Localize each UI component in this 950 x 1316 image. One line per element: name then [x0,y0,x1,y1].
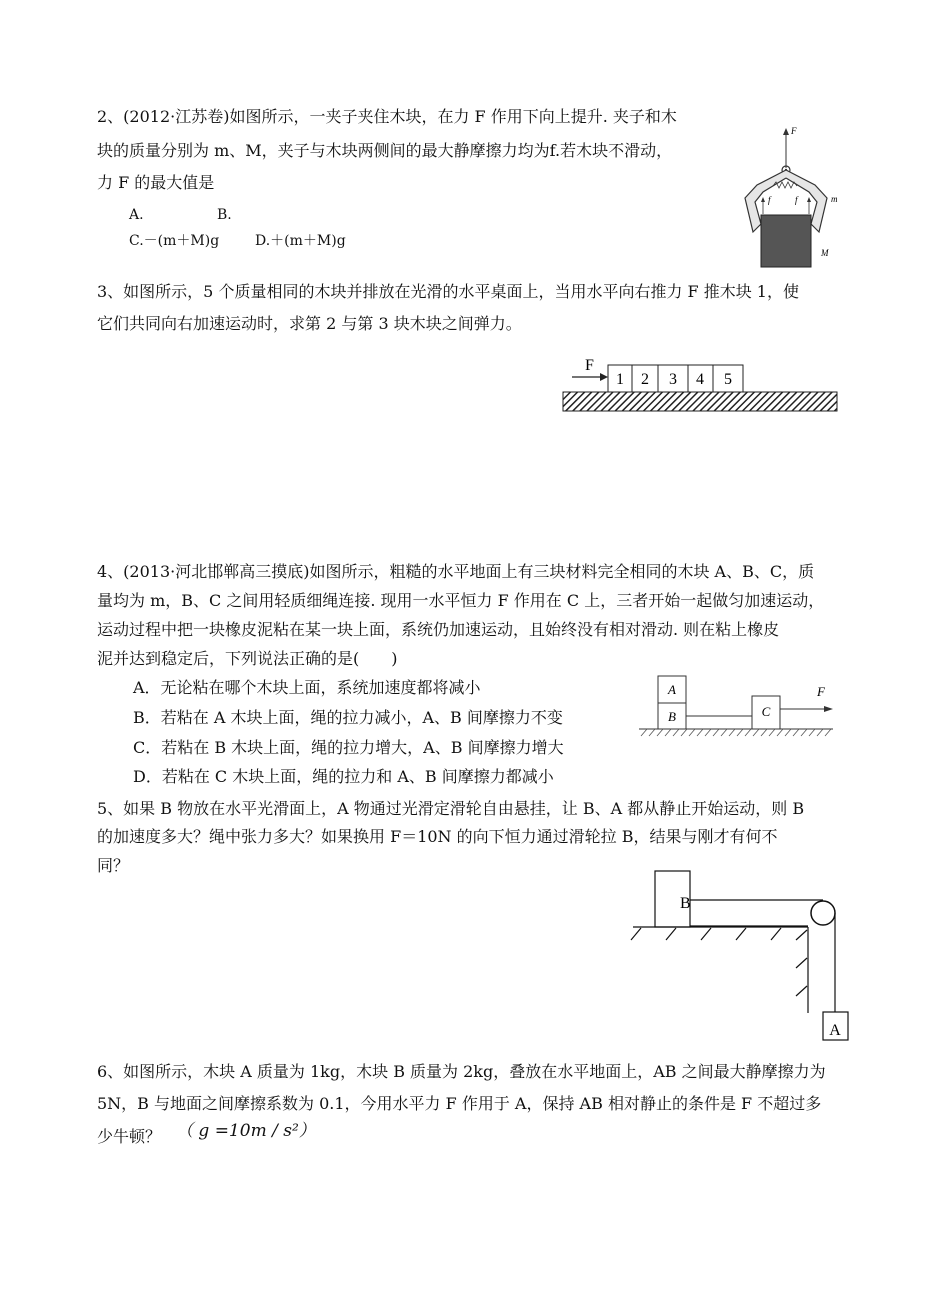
q2-clamp-figure [735,120,845,272]
q2-fig-m-label: m [831,194,838,204]
q4-option-b: B．若粘在 A 木块上面，绳的拉力减小，A、B 间摩擦力不变 [133,708,563,727]
q2-line3: 力 F 的最大值是 [97,173,215,192]
q4-line4: 泥并达到稳定后，下列说法正确的是( ) [97,649,398,668]
q5-pulley-figure [628,868,853,1046]
q4-fig-B-label: B [668,709,676,724]
q3-block-1: 1 [616,371,624,388]
q6-line2: 5N，B 与地面之间摩擦系数为 0.1，今用水平力 F 作用于 A，保持 AB 相对静止的条件是 F 不超过多 [97,1094,822,1113]
q6-line3: 少牛顿？ [97,1127,162,1146]
q3-line2: 它们共同向右加速运动时，求第 2 与第 3 块木块之间弹力。 [97,314,522,333]
q4-fig-F-label: F [817,684,825,699]
q3-block-4: 4 [696,371,704,388]
q2-option-d: D.＋(m＋M)g [255,233,346,249]
q6-line1: 6、如图所示，木块 A 质量为 1kg，木块 B 质量为 2kg，叠放在水平地面上，AB 之间最大静摩擦力为 [97,1062,826,1081]
q2-fig-f-right: f [795,195,798,205]
q3-block-3: 3 [669,371,677,388]
q4-option-c: C．若粘在 B 木块上面，绳的拉力增大，A、B 间摩擦力增大 [133,738,564,757]
q4-line3: 运动过程中把一块橡皮泥粘在某一块上面，系统仍加速运动，且始终没有相对滑动. 则在粘上橡皮 [97,620,780,639]
q2-fig-M-label: M [821,248,829,258]
q4-line2: 量均为 m，B、C 之间用轻质细绳连接. 现用一水平恒力 F 作用在 C 上，三者开始一起做匀加速运动， [97,591,825,610]
q3-fig-F-label: F [585,357,594,374]
q5-fig-B-label: B [680,895,691,912]
q2-fig-F-label: F [791,126,797,136]
q4-fig-C-label: C [761,704,771,719]
q2-option-c: C.－(m＋M)g [129,233,220,249]
q6-formula: （ g =10m / s²） [176,1121,316,1141]
q4-line1: 4、(2013·河北邯郸高三摸底)如图所示，粗糙的水平地面上有三块材料完全相同的木块 A、B、C，质 [97,562,815,581]
q3-line1: 3、如图所示，5 个质量相同的木块并排放在光滑的水平桌面上，当用水平向右推力 F 推木块 1，使 [97,282,799,301]
q3-block-5: 5 [724,371,732,388]
q2-option-a: A. [129,207,144,223]
q4-abc-figure [636,670,836,740]
q5-line1: 5、如果 B 物放在水平光滑面上，A 物通过光滑定滑轮自由悬挂，让 B、A 都从静止开始运动，则 B [97,799,805,818]
q2-line1: 2、(2012·江苏卷)如图所示，一夹子夹住木块，在力 F 作用下向上提升. 夹子和木 [97,107,677,126]
q3-blocks-figure [560,352,840,414]
q2-option-b: B. [217,207,232,223]
q5-fig-A-label: A [829,1022,841,1039]
q3-block-2: 2 [641,371,649,388]
q4-option-d: D．若粘在 C 木块上面，绳的拉力和 A、B 间摩擦力都减小 [133,767,554,786]
q2-fig-f-left: f [768,195,771,205]
q4-option-a: A．无论粘在哪个木块上面，系统加速度都将减小 [133,678,481,697]
q4-fig-A-label: A [668,682,676,697]
q5-line3: 同？ [97,856,130,875]
q2-line2: 块的质量分别为 m、M，夹子与木块两侧间的最大静摩擦力均为f.若木块不滑动， [97,141,673,160]
q5-line2: 的加速度多大？绳中张力多大？如果换用 F＝10N 的向下恒力通过滑轮拉 B，结果与刚才有何不 [97,827,778,846]
